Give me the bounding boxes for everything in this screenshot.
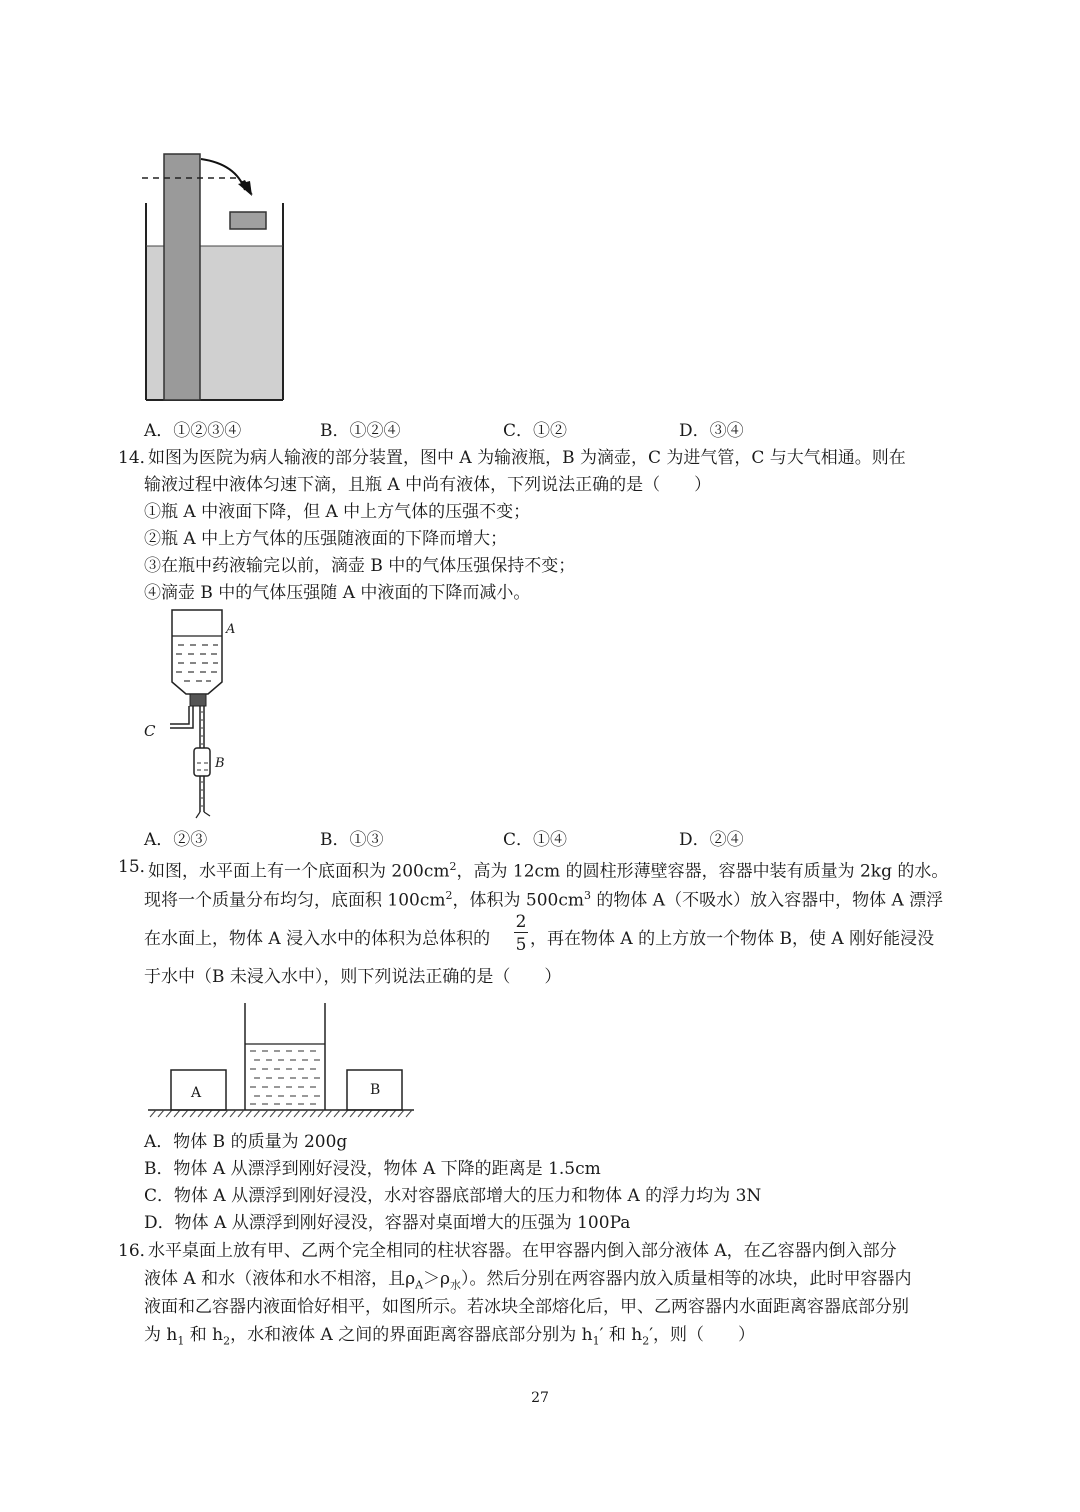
q14-label-c: C [144,722,156,740]
q14-label-b: B [215,756,225,771]
q15-option-a: A．物体 B 的质量为 200g [144,1132,348,1152]
q14-label-a: A [226,622,236,637]
q14-option-c: C．①④ [503,830,568,850]
q16-number: 16． [118,1241,157,1261]
q15-line2: 现将一个质量分布均匀，底面积 $100cm^2$，体积为 $500cm^3$ 的物体 A（不吸水）放入容器中，物体 A 漂浮 [144,889,944,911]
q13-option-a: A．①②③④ [144,421,242,441]
q15-line3a: 在水面上，物体 A 浸入水中的体积为总体积的 [144,929,491,949]
q16-line2: 液体 A 和水（液体和水不相溶，且$\rho_A>\rho_水$）。然后分别在两容器内放入质量相等的冰块，此时甲容器内 [144,1269,912,1292]
q15-number: 15． [118,857,157,877]
q13-option-c: C．①② [503,421,568,441]
q15-option-c: C．物体 A 从漂浮到刚好浸没，水对容器底部增大的压力和物体 A 的浮力均为 3N [144,1186,762,1206]
q14-option-d: D．②④ [679,830,744,850]
q14-stem-line1: 如图为医院为病人输液的部分装置，图中 A 为输液瓶，B 为滴壶，C 为进气管，C 与大气相通。则在 [148,448,906,468]
q16-line1: 水平桌面上放有甲、乙两个完全相同的柱状容器。在甲容器内倒入部分液体 A，在乙容器内倒入部分 [148,1241,897,1261]
page-number: 27 [531,1390,549,1406]
q13-option-b: B．①②④ [320,421,401,441]
q15-frac-den: 5 [515,935,527,955]
q14-statement-2: ②瓶 A 中上方气体的压强随液面的下降而增大； [144,529,508,549]
q16-line4: 为 $h_1$ 和 $h_2$，水和液体 A 之间的界面距离容器底部分别为 $h_1'$ 和 $h_2'$，则（ ） [144,1325,756,1348]
q14-statement-3: ③在瓶中药液输完以前，滴壶 B 中的气体压强保持不变； [144,556,576,576]
q15-line1: 如图，水平面上有一个底面积为 $200cm^2$，高为 12cm 的圆柱形薄壁容器，容器中装有质量为 2kg 的水。 [148,860,949,882]
q14-stem-line2: 输液过程中液体匀速下滴，且瓶 A 中尚有液体，下列说法正确的是（ ） [144,475,712,495]
q16-line3: 液面和乙容器内液面恰好相平，如图所示。若冰块全部熔化后，甲、乙两容器内水面距离容器底部分别 [144,1297,909,1317]
q14-option-a: A．②③ [144,830,208,850]
q15-water [250,1051,320,1104]
q14-statement-1: ①瓶 A 中液面下降，但 A 中上方气体的压强不变； [144,502,531,522]
q15-line3b: ，再在物体 A 的上方放一个物体 B，使 A 刚好能浸没 [530,929,935,949]
q14-number: 14． [118,448,157,468]
q14-option-b: B．①③ [320,830,384,850]
q15-option-b: B．物体 A 从漂浮到刚好浸没，物体 A 下降的距离是 1.5cm [144,1159,601,1179]
q14-statement-4: ④滴壶 B 中的气体压强随 A 中液面的下降而减小。 [144,583,531,603]
q15-frac-num: 2 [515,912,527,932]
q15-label-a: A [191,1085,202,1101]
q15-option-d: D．物体 A 从漂浮到刚好浸没，容器对桌面增大的压强为 100Pa [144,1213,631,1233]
q15-label-b: B [370,1082,381,1098]
q13-option-d: D．③④ [679,421,744,441]
q15-line4: 于水中（B 未浸入水中），则下列说法正确的是（ ） [144,967,562,987]
